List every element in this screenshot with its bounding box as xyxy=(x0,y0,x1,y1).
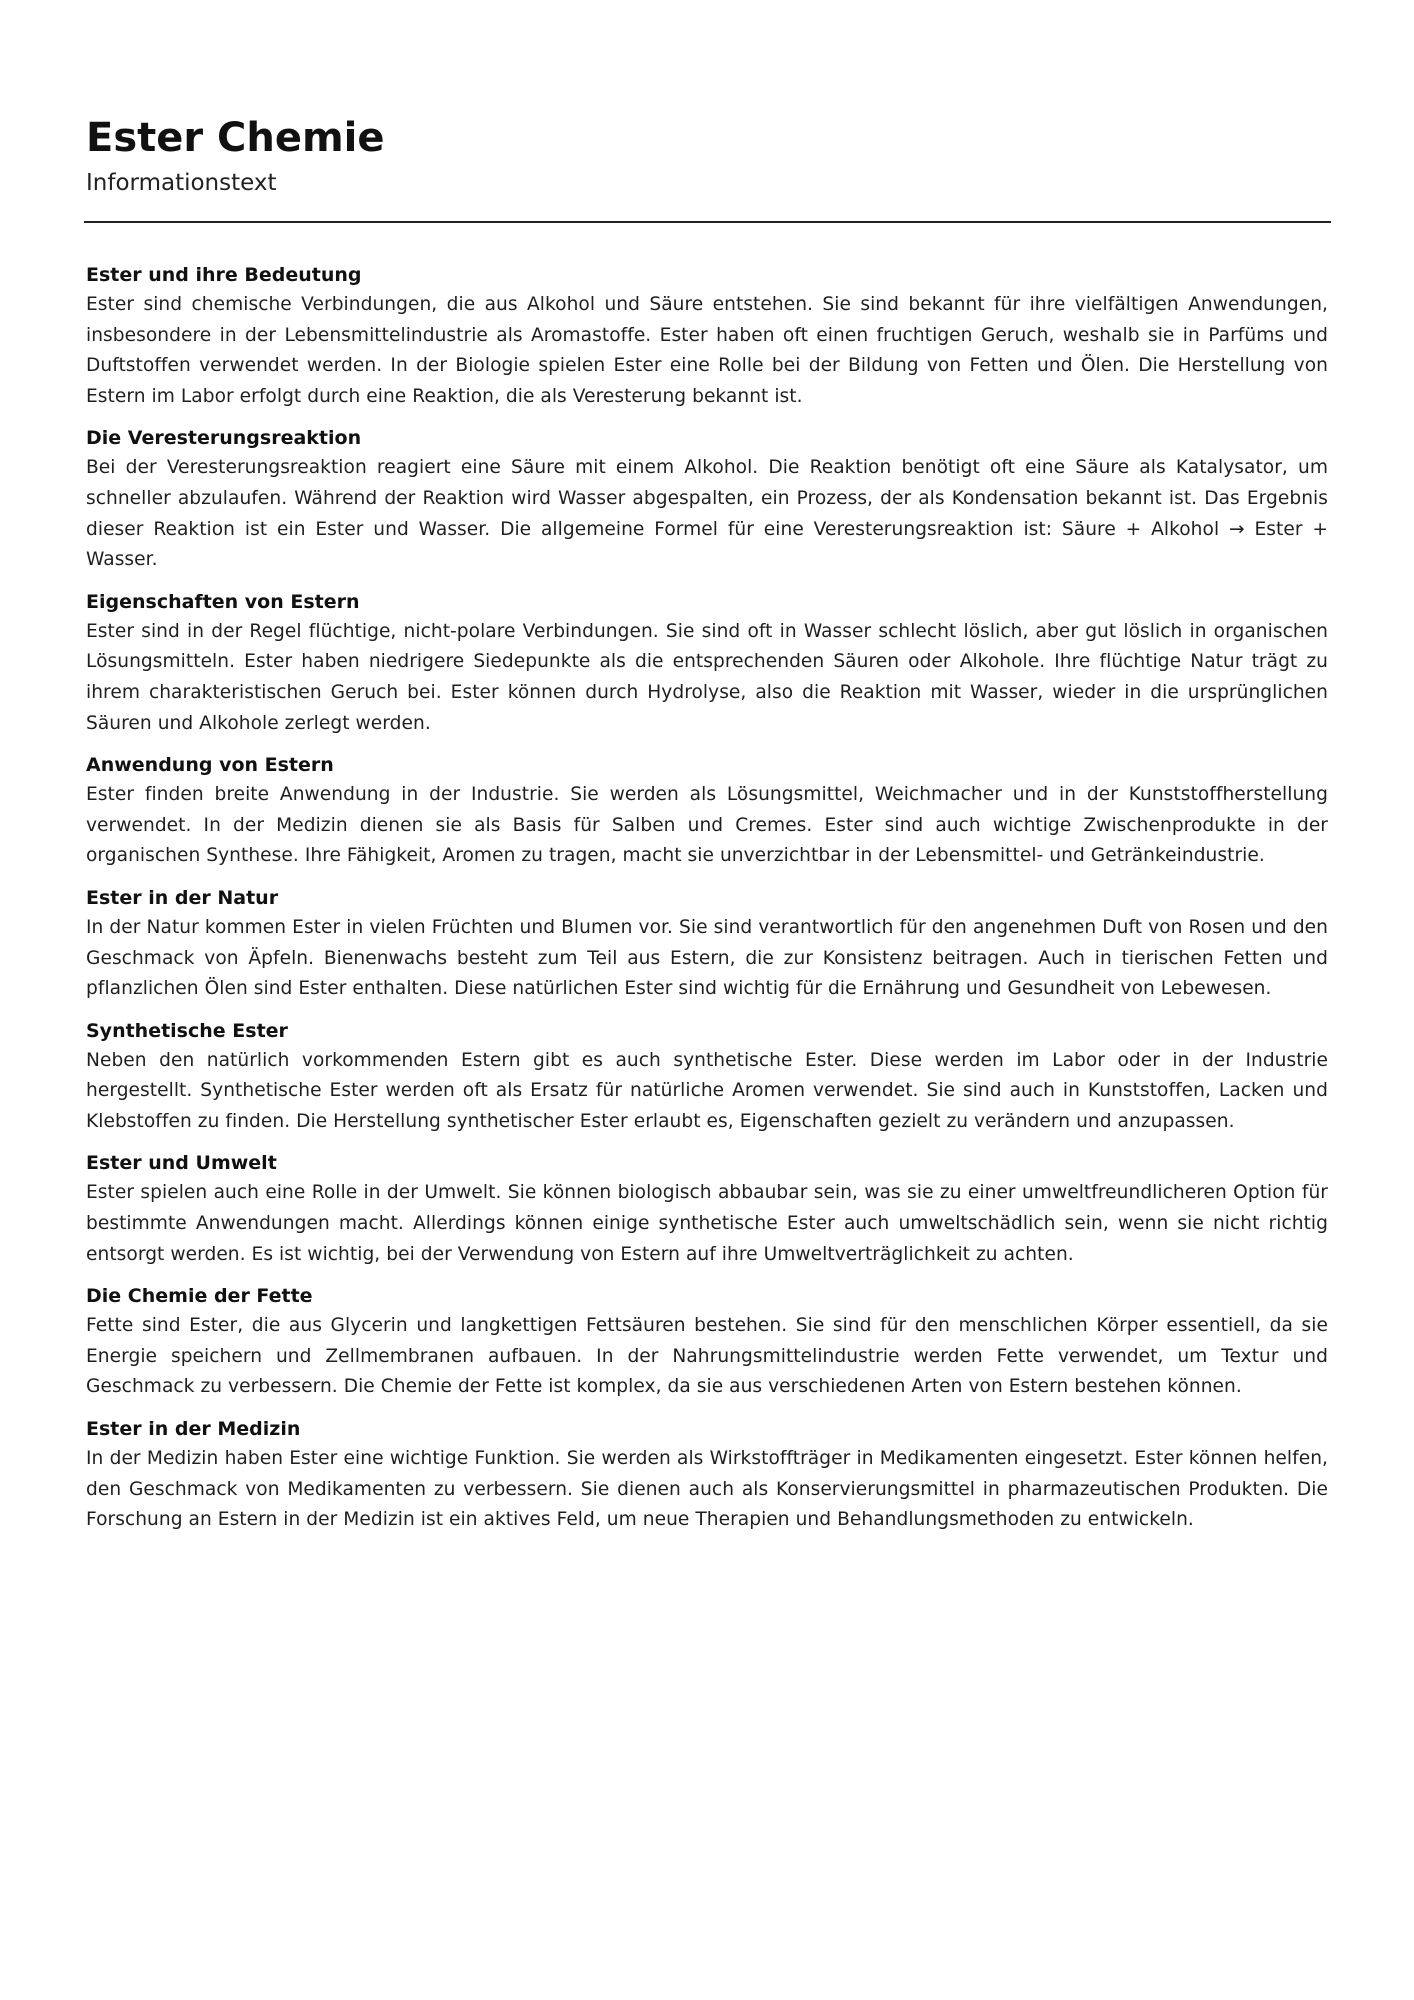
header-divider xyxy=(84,221,1331,223)
section-text: Bei der Veresterungsreaktion reagiert eine Säure mit einem Alkohol. Die Reaktion benötigt oft eine Säure als Katalysator, um schneller abzulaufen. Während der Reaktion wird Wasser abgespalten, ein Prozess, der als Kondensation bekannt ist. Das Ergebnis dieser Reaktion ist ein Ester und Wasser. Die allgemeine Formel für eine Veresterungsreaktion ist: Säure + Alkohol → Ester + Wasser. xyxy=(86,457,1328,571)
section-heading: Ester in der Medizin xyxy=(86,1418,301,1441)
section-natur xyxy=(86,883,1328,1005)
section-medizin xyxy=(86,1414,1328,1536)
section-heading: Ester und ihre Bedeutung xyxy=(86,264,362,286)
document-header xyxy=(86,108,1331,198)
section-heading: Synthetische Ester xyxy=(86,1019,288,1042)
section-text: In der Medizin haben Ester eine wichtige Funktion. Sie werden als Wirkstoffträger in Medikamenten eingesetzt. Ester können helfen, den Geschmack von Medikamenten zu verbessern. Sie dienen auch als Konservierungsmittel in pharmazeutischen Produkten. Die Forschung an Estern in der Medizin ist ein aktives Feld, um neue Therapien und Behandlungsmethoden zu entwickeln. xyxy=(86,1448,1328,1531)
section-text: Ester sind in der Regel flüchtige, nicht-polare Verbindungen. Sie sind oft in Wasser schlecht löslich, aber gut löslich in organischen Lösungsmitteln. Ester haben niedrigere Siedepunkte als die entsprechenden Säuren oder Alkohole. Ihre flüchtige Natur trägt zu ihrem charakteristischen Geruch bei. Ester können durch Hydrolyse, also die Reaktion mit Wasser, wieder in die ursprünglichen Säuren und Alkohole zerlegt werden. xyxy=(86,620,1328,734)
section-synthetische-ester xyxy=(86,1016,1328,1138)
section-text: Ester sind chemische Verbindungen, die aus Alkohol und Säure entstehen. Sie sind bekannt für ihre vielfältigen Anwendungen, insbesondere in der Lebensmittelindustrie als Aromastoffe. Ester haben oft einen fruchtigen Geruch, weshalb sie in Parfüms und Duftstoffen verwendet werden. In der Biologie spielen Ester eine Rolle bei der Bildung von Fetten und Ölen. Die Herstellung von Estern im Labor erfolgt durch eine Reaktion, die als Veresterung bekannt ist. xyxy=(86,294,1328,407)
section-eigenschaften xyxy=(86,587,1328,739)
section-ester-bedeutung xyxy=(86,260,1328,412)
section-text: Neben den natürlich vorkommenden Estern gibt es auch synthetische Ester. Diese werden im Labor oder in der Industrie hergestellt. Synthetische Ester werden oft als Ersatz für natürliche Aromen verwendet. Sie sind auch in Kunststoffen, Lacken und Klebstoffen zu finden. Die Herstellung synthetischer Ester erlaubt es, Eigenschaften gezielt zu verändern und anzupassen. xyxy=(86,1049,1328,1132)
section-anwendung xyxy=(86,750,1328,872)
section-text: In der Natur kommen Ester in vielen Früchten und Blumen vor. Sie sind verantwortlich für den angenehmen Duft von Rosen und den Geschmack von Äpfeln. Bienenwachs besteht zum Teil aus Estern, die zur Konsistenz beitragen. Auch in tierischen Fetten und pflanzlichen Ölen sind Ester enthalten. Diese natürlichen Ester sind wichtig für die Ernährung und Gesundheit von Lebewesen. xyxy=(86,916,1328,1000)
section-veresterungsreaktion xyxy=(86,423,1328,575)
page-subtitle: Informationstext xyxy=(86,170,277,196)
section-heading: Eigenschaften von Estern xyxy=(86,590,360,613)
section-heading: Anwendung von Estern xyxy=(86,754,334,777)
section-umwelt xyxy=(86,1148,1328,1270)
page-title: Ester Chemie xyxy=(86,115,385,161)
section-text: Fette sind Ester, die aus Glycerin und langkettigen Fettsäuren bestehen. Sie sind für den menschlichen Körper essentiell, da sie Energie speichern und Zellmembranen aufbauen. In der Nahrungsmittelindustrie werden Fette verwendet, um Textur und Geschmack zu verbessern. Die Chemie der Fette ist komplex, da sie aus verschiedenen Arten von Estern bestehen können. xyxy=(86,1315,1328,1398)
section-heading: Ester und Umwelt xyxy=(86,1152,277,1175)
section-heading: Ester in der Natur xyxy=(86,886,279,909)
section-heading: Die Veresterungsreaktion xyxy=(86,427,362,450)
section-text: Ester spielen auch eine Rolle in der Umwelt. Sie können biologisch abbaubar sein, was sie zu einer umweltfreundlicheren Option für bestimmte Anwendungen macht. Allerdings können einige synthetische Ester auch umweltschädlich sein, wenn sie nicht richtig entsorgt werden. Es ist wichtig, bei der Verwendung von Estern auf ihre Umweltverträglichkeit zu achten. xyxy=(86,1182,1328,1265)
section-fette xyxy=(86,1281,1328,1403)
document-body xyxy=(86,260,1328,1547)
section-heading: Die Chemie der Fette xyxy=(86,1285,313,1308)
section-text: Ester finden breite Anwendung in der Industrie. Sie werden als Lösungsmittel, Weichmacher und in der Kunststoffherstellung verwendet. In der Medizin dienen sie als Basis für Salben und Cremes. Ester sind auch wichtige Zwischenprodukte in der organischen Synthese. Ihre Fähigkeit, Aromen zu tragen, macht sie unverzichtbar in der Lebensmittel- und Getränkeindustrie. xyxy=(86,784,1328,867)
